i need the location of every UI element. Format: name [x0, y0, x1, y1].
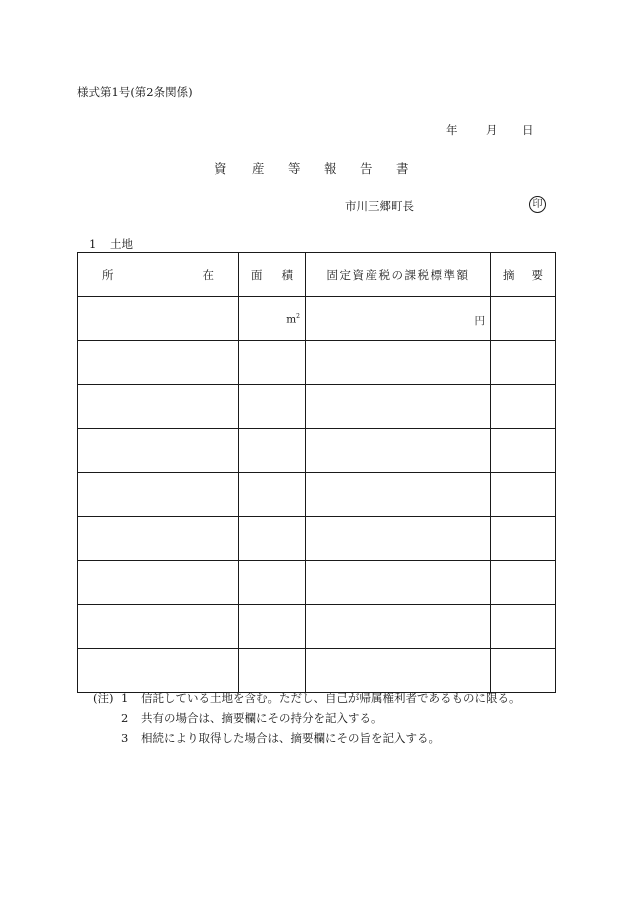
area-cell[interactable] — [239, 473, 306, 517]
location-cell[interactable] — [78, 341, 239, 385]
title-char: 書 — [396, 161, 409, 176]
section-number: 1 — [89, 237, 97, 251]
seal-mark: 印 — [529, 196, 546, 213]
assessment-cell[interactable] — [306, 385, 491, 429]
header-area — [239, 253, 306, 297]
note-item — [93, 708, 521, 728]
date-day-label: 日 — [522, 123, 534, 137]
remarks-cell[interactable] — [491, 385, 556, 429]
remarks-cell[interactable] — [491, 605, 556, 649]
title-char: 等 — [288, 161, 301, 176]
header-remarks — [491, 253, 556, 297]
table-row — [78, 605, 556, 649]
assessment-cell[interactable] — [306, 517, 491, 561]
remarks-cell[interactable] — [491, 561, 556, 605]
table-row — [78, 649, 556, 693]
remarks-cell[interactable] — [491, 473, 556, 517]
area-unit-base: m — [286, 313, 297, 326]
header-remarks-char: 摘 — [503, 267, 515, 282]
table-header-row — [78, 253, 556, 297]
land-table — [77, 252, 556, 693]
assessment-cell[interactable] — [306, 297, 491, 341]
area-cell[interactable] — [239, 561, 306, 605]
date-year-label: 年 — [446, 123, 458, 137]
location-cell[interactable] — [78, 385, 239, 429]
table-row — [78, 341, 556, 385]
table-row — [78, 297, 556, 341]
header-location — [78, 253, 239, 297]
header-location-char: 所 — [102, 267, 114, 282]
table-row — [78, 429, 556, 473]
area-cell[interactable] — [239, 297, 306, 341]
header-area-char: 面 — [251, 267, 263, 282]
area-cell[interactable] — [239, 385, 306, 429]
note-text: 相続により取得した場合は、摘要欄にその旨を記入する。 — [141, 731, 440, 745]
remarks-cell[interactable] — [491, 517, 556, 561]
notes-prefix: (注) — [93, 691, 114, 705]
area-cell[interactable] — [239, 517, 306, 561]
location-cell[interactable] — [78, 517, 239, 561]
note-text: 信託している土地を含む。ただし、自己が帰属権利者であるものに限る。 — [141, 691, 521, 705]
table-row — [78, 517, 556, 561]
area-cell[interactable] — [239, 429, 306, 473]
area-cell[interactable] — [239, 605, 306, 649]
location-cell[interactable] — [78, 297, 239, 341]
note-item — [93, 688, 521, 708]
location-cell[interactable] — [78, 473, 239, 517]
notes — [93, 688, 521, 748]
area-unit-sup: 2 — [296, 313, 300, 320]
title-char: 報 — [324, 161, 337, 176]
area-cell[interactable] — [239, 341, 306, 385]
header-assessment-label: 固定資産税の課税標準額 — [326, 267, 470, 282]
date-month-label: 月 — [486, 123, 498, 137]
assessment-cell[interactable] — [306, 473, 491, 517]
note-item — [93, 728, 521, 748]
location-cell[interactable] — [78, 649, 239, 693]
note-text: 共有の場合は、摘要欄にその持分を記入する。 — [141, 711, 383, 725]
location-cell[interactable] — [78, 561, 239, 605]
note-number: 3 — [121, 731, 129, 745]
area-unit — [286, 313, 300, 326]
section-heading — [89, 236, 133, 252]
form-number: 様式第1号(第2条関係) — [77, 85, 193, 99]
title-char: 告 — [360, 161, 373, 176]
note-number: 2 — [121, 711, 129, 725]
title-char: 産 — [252, 161, 265, 176]
assessment-unit: 円 — [474, 315, 485, 327]
remarks-cell[interactable] — [491, 297, 556, 341]
table-row — [78, 473, 556, 517]
assessment-cell[interactable] — [306, 341, 491, 385]
header-assessment — [306, 253, 491, 297]
remarks-cell[interactable] — [491, 649, 556, 693]
header-location-char: 在 — [202, 267, 214, 282]
header-area-char: 積 — [281, 267, 293, 282]
table-row — [78, 561, 556, 605]
note-number: 1 — [121, 691, 129, 705]
assessment-cell[interactable] — [306, 605, 491, 649]
addressee: 市川三郷町長 — [345, 199, 414, 213]
location-cell[interactable] — [78, 429, 239, 473]
area-cell[interactable] — [239, 649, 306, 693]
assessment-cell[interactable] — [306, 649, 491, 693]
table-row — [78, 385, 556, 429]
title-char: 資 — [214, 161, 227, 176]
section-label: 土地 — [109, 237, 133, 251]
remarks-cell[interactable] — [491, 341, 556, 385]
location-cell[interactable] — [78, 605, 239, 649]
header-remarks-char: 要 — [531, 267, 543, 282]
assessment-cell[interactable] — [306, 429, 491, 473]
remarks-cell[interactable] — [491, 429, 556, 473]
assessment-cell[interactable] — [306, 561, 491, 605]
